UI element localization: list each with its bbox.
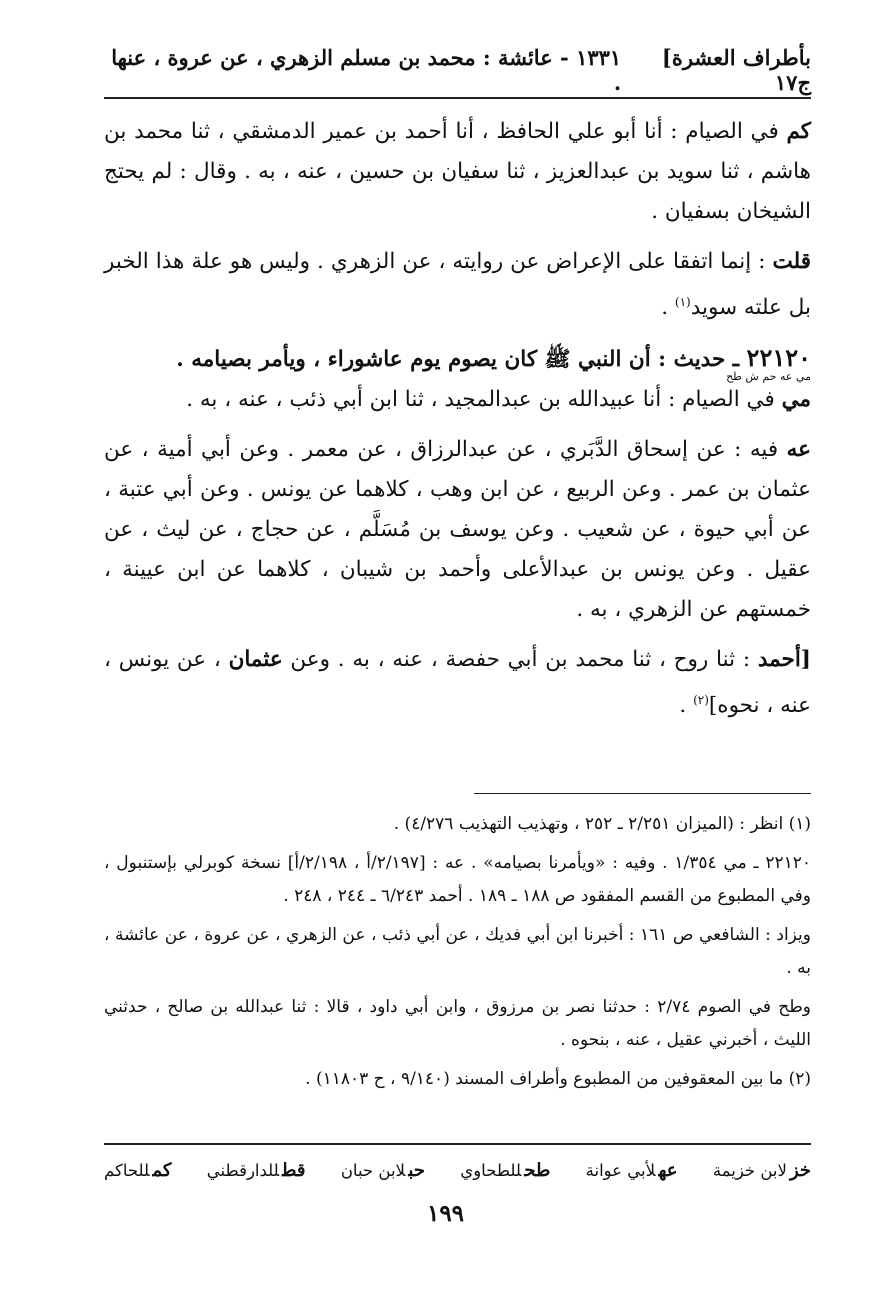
punctuation: . [679, 693, 694, 719]
source-code: [أحمد [757, 647, 811, 673]
paragraph-darimi [104, 380, 811, 420]
footnote-addition-shafii: ويزاد : الشافعي ص ١٦١ : أخبرنا ابن أبي فديك ، عن أبي ذئب ، عن الزهري ، عن عروة ، عن عائشة ، به . [104, 925, 811, 978]
paragraph-hakim [104, 112, 811, 232]
running-header [104, 45, 811, 95]
legend-label: لابن خزيمة [712, 1160, 787, 1180]
header-title: ١٣٣١ - عائشة : محمد بن مسلم الزهري ، عن عروة ، عنها . [111, 45, 622, 95]
legend-item [586, 1160, 678, 1181]
legend-code: طح [524, 1159, 551, 1181]
punctuation: . [661, 295, 675, 321]
paragraph-text: : إنما اتفقا على الإعراض عن روايته ، عن الزهري . وليس هو علة هذا الخبر بل علته سويد [104, 249, 811, 321]
header-volume: بأطراف العشرة] ج١٧ [661, 45, 811, 95]
paragraph-text: فيه : عن إسحاق الدَّبَري ، عن عبدالرزاق ، عن معمر . وعن أبي أمية ، عن عثمان بن عمر . وعن الربيع ، عن ابن وهب ، كلاهما عن يونس . وعن أبي عتبة ، عن أبي حيوة ، عن شعيب . وعن يوسف بن مُسَلَّم ، عن حجاج ، عن ليث ، عن عقيل . وعن يونس بن عبدالأعلى وأحمد بن شيبان ، كلاهما عن ابن عيينة ، خمستهم عن الزهري ، به . [104, 437, 811, 623]
legend-item [460, 1160, 550, 1181]
header-rule [104, 97, 811, 99]
legend-code: خز [789, 1159, 811, 1181]
legend-label: لأبي عوانة [585, 1160, 656, 1180]
hadith-text: ـ حديث : أن النبي ﷺ كان يصوم يوم عاشوراء ، ويأمر بصيامه . [176, 347, 740, 373]
hadith-heading [104, 338, 811, 384]
qultu-label: قلت [772, 249, 811, 274]
sigla-legend [104, 1150, 811, 1190]
footnote-2: (٢) ما بين المعقوفين من المطبوع وأطراف المسند (٩/١٤٠ ، ح ١١٨٠٣) . [305, 1069, 811, 1089]
footnote-ref: (٢) [693, 693, 709, 708]
main-text [104, 112, 811, 736]
legend-item [713, 1160, 811, 1181]
legend-label: للدارقطني [206, 1160, 280, 1180]
footnote-addition-tahawi: وطح في الصوم ٢/٧٤ : حدثنا نصر بن مرزوق ، وابن أبي داود ، قالا : ثنا عبدالله بن صالح ، حدثني الليث ، أخبرني عقيل ، عنه ، بنحوه . [104, 997, 811, 1050]
legend-label: لابن حبان [340, 1160, 406, 1180]
legend-item [207, 1160, 306, 1181]
source-code: عه [786, 437, 811, 463]
paragraph-text: في الصيام : أنا عبيدالله بن عبدالمجيد ، ثنا ابن أبي ذئب ، عنه ، به . [186, 387, 775, 413]
footnote-ref: (١) [674, 295, 691, 309]
legend-label: للطحاوي [460, 1160, 522, 1180]
hadith-sigla: مي عه حم ش طح [726, 370, 811, 384]
footnote-1: (١) انظر : (الميزان ٢/٢٥١ ـ ٢٥٢ ، وتهذيب التهذيب ٤/٢٧٦) . [393, 814, 811, 834]
legend-code: حب [408, 1159, 425, 1181]
paragraph-text: في الصيام : أنا أبو علي الحافظ ، أنا أحمد بن عمير الدمشقي ، ثنا محمد بن هاشم ، ثنا سويد بن عبدالعزيز ، ثنا سفيان بن حسين ، عنه ، به . وقال : لم يحتج الشيخان بسفيان . [104, 119, 811, 224]
legend-rule [104, 1143, 811, 1145]
footnote-takhrij: ٢٢١٢٠ ـ مي ١/٣٥٤ . وفيه : «ويأمرنا بصيامه» . عه : [٢/١٩٧/أ ، ٢/١٩٨/أ] نسخة كوبرلي بإستنبول ، وفي المطبوع من القسم المفقود ص ١٨٨ ـ ١٨٩ . أحمد ٦/٢٤٣ ـ ٢٤٤ ، ٢٤٨ . [104, 853, 812, 906]
source-code: مي [781, 387, 811, 413]
legend-code: كم [152, 1159, 172, 1181]
source-code: كم [786, 119, 811, 144]
legend-item [341, 1160, 425, 1181]
paragraph-abu-awana [104, 430, 811, 630]
name-uthman: عثمان [228, 647, 283, 673]
paragraph-qultu [104, 242, 811, 328]
page-number: ١٩٩ [426, 1200, 465, 1227]
hadith-number: ٢٢١٢٠ [746, 343, 811, 373]
legend-code: عه [658, 1159, 678, 1181]
paragraph-text: ، عن يونس ، عنه ، نحوه] [104, 647, 811, 719]
paragraph-text: : ثنا روح ، ثنا محمد بن أبي حفصة ، عنه ، به . وعن [290, 647, 751, 673]
paragraph-ahmad [104, 640, 811, 726]
footnote-separator [474, 793, 811, 794]
legend-label: للحاكم [104, 1160, 150, 1180]
footnotes [104, 808, 811, 1102]
legend-code: قط [282, 1159, 306, 1181]
legend-item [104, 1160, 171, 1181]
